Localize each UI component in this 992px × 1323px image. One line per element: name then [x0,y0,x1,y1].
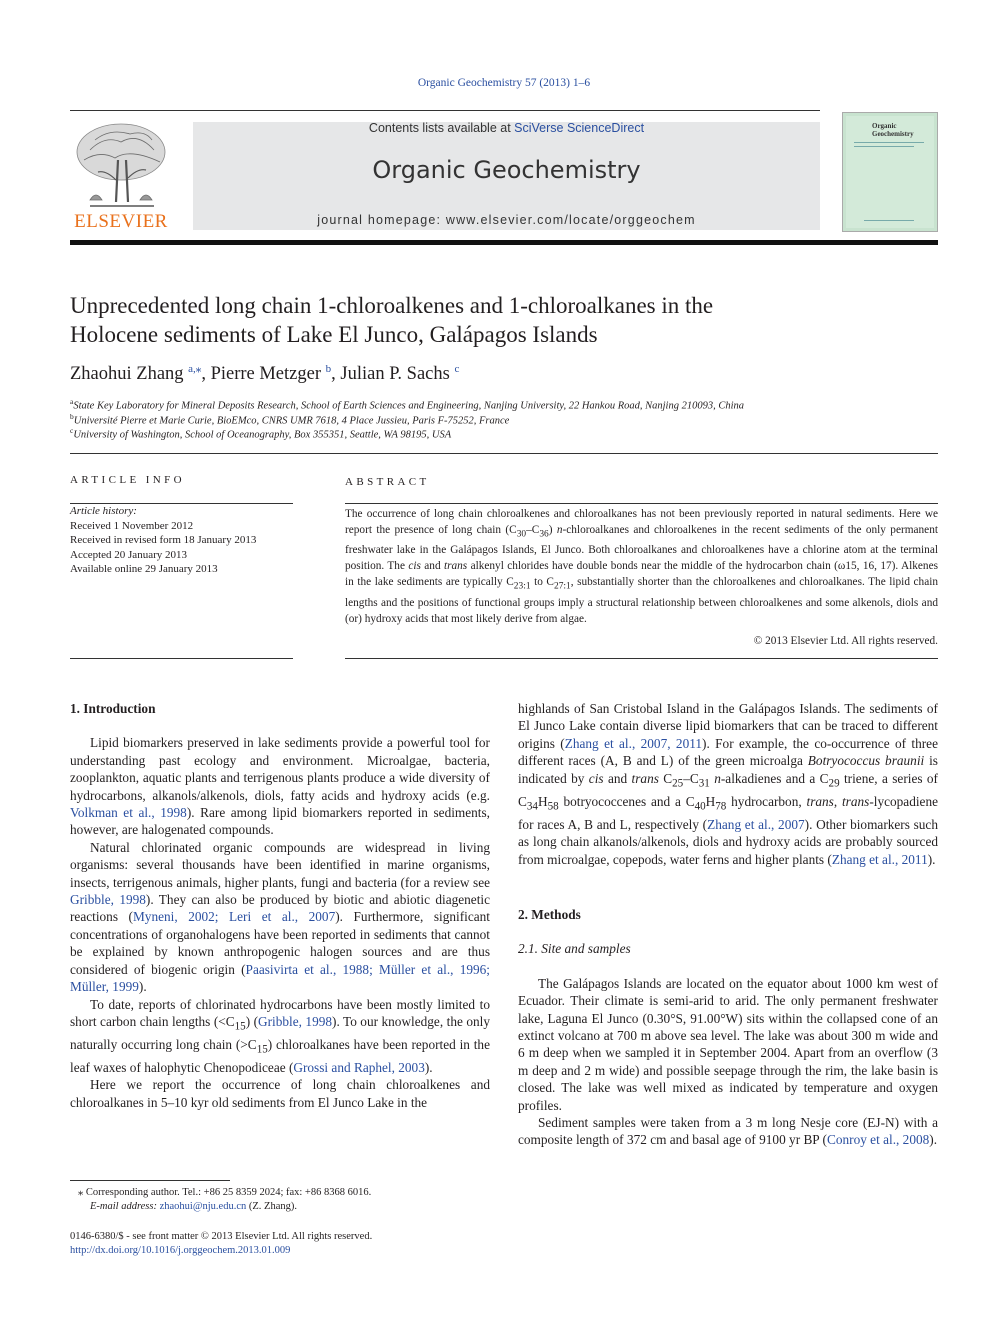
right-column [518,700,938,1149]
affil-text: State Key Laboratory for Mineral Deposits Research, School of Earth Sciences and Engineering, Nanjing University, 22 Hankou Road, Nanjing 210093, China [73,400,745,412]
affil-sup: b [70,412,74,421]
abstract-text: The occurrence of long chain chloroalkenes and chloroalkanes has not been previously reported in natural sediments. Here we report the presence of long chain $(C_{30}-C_{36})$ n-chloroalkanes and chloroalkenes in the recent sediments of the only permanent freshwater lake in the Galápagos Islands, El Junco. Both chloroalkanes and chloroalkenes have a chlorine atom at the terminal position. The cis and trans alkenyl chlorides have double bonds near the middle of the hydrocarbon chain (ω15, 16, 17). Alkenes in the lake sediments are typically $C_{23:1}$ to $C_{27:1}$, substantially shorter than the chloroalkenes and chloroalkanes. The lipid chain lengths and the positions of functional groups imply a structural relationship between chloroalkenes and some alkenols, diols and (or) hydroxy acids that most likely derive from algae. [345,508,938,625]
cover-title: Organic Geochemistry [872,122,914,138]
journal-cover-thumbnail[interactable] [842,112,938,232]
elsevier-wordmark: ELSEVIER [74,211,168,232]
info-rule-bottom [70,658,293,659]
affil-text: Université Pierre et Marie Curie, BioEMco, CNRS UMR 7618, 4 Place Jussieu, Paris F-75252, France [73,415,510,427]
cover-line [854,146,914,147]
doi-link[interactable]: http://dx.doi.org/10.1016/j.orggeochem.2013.01.009 [70,1245,291,1256]
history-revised: Received in revised form 18 January 2013 [70,534,257,546]
corresponding-author: ⁎ Corresponding author. Tel.: +86 25 8359 2024; fax: +86 8368 6016. [78,1187,372,1198]
abstract-copyright: © 2013 Elsevier Ltd. All rights reserved. [753,635,938,647]
abstract-rule-bottom [345,658,938,659]
footnote-rule [70,1180,230,1181]
author-affil-sup[interactable]: c [454,363,460,375]
history-online: Available online 29 January 2013 [70,563,218,575]
affil-sup: c [70,426,74,435]
left-column [70,700,490,1111]
cover-line [864,220,914,221]
author-name[interactable]: Zhaohui Zhang [70,364,184,385]
author-list: Zhaohui Zhang $^{a,⁎}$, Pierre Metzger $^b$, Julian P. Sachs $^c$ [70,363,460,385]
email-link[interactable]: zhaohui@nju.edu.cn [159,1201,247,1212]
contents-prefix: Contents lists available at [368,121,515,135]
intro-heading: 1. Introduction [70,701,156,716]
intro-paragraph-4-cont: highlands of San Cristobal Island in the Galápagos Islands. The sediments of El Junco Lake contain diverse lipid biomarkers that can be traced to different origins (Zhang et al., 2007, 2011). For example, the co-occurrence of three different races (A, B and L) of the green microalga Botryococcus braunii is indicated by cis and trans $C_{25}-C_{31}$ n-alkadienes and a $C_{29}$ triene, a series of $C_{34}H_{58}$ botryococcenes and a $C_{40}H_{78}$ hydrocarbon, trans, trans-lycopadiene for races A, B and L, respectively (Zhang et al., 2007). Other biomarkers such as long chain alkanols/alkenols, diols and hydroxy acids are probably sourced from microalgae, copepods, water ferns and higher plants (Zhang et al., 2011). [518,701,938,867]
elsevier-tree-icon [70,120,172,212]
cover-inner [846,116,934,228]
title-line-2: Holocene sediments of Lake El Junco, Galápagos Islands [70,322,598,347]
journal-reference[interactable]: Organic Geochemistry 57 (2013) 1–6 [417,77,591,89]
author-affil-sup[interactable]: a,⁎ [188,363,202,375]
affiliation [70,424,930,443]
article-history [70,504,300,577]
intro-paragraph-1: Lipid biomarkers preserved in lake sediments provide a powerful tool for understanding past ecology and environment. Microalgae, bacteria, zooplankton, aquatic plants and terrigenous plants produce a wide diversity of hydrocarbons, alkanols/alkenols, diols, fatty acids and hydroxy acids (e.g. Volkman et al., 1998). Rare among lipid biomarkers reported in sediments, however, are halogenated compounds. [70,735,490,838]
intro-paragraph-4: Here we report the occurrence of long chain chloroalkenes and chloroalkanes in 5–10 kyr old sediments from El Junco Lake in the [70,1077,490,1110]
article-info-label: ARTICLE INFO [70,474,185,486]
email-footnote [70,1200,490,1214]
journal-title: Organic Geochemistry [372,156,641,184]
abstract-rule [345,503,938,504]
cover-line [854,142,924,143]
title-line-1: Unprecedented long chain 1-chloroalkenes and 1-chloroalkanes in the [70,293,714,318]
article-title [70,291,930,349]
site-subheading: 2.1. Site and samples [518,941,631,957]
separator-rule [70,453,938,454]
methods-heading: 2. Methods [518,906,581,922]
history-received: Received 1 November 2012 [70,519,194,532]
affil-sup: a [70,397,74,406]
issn-line: 0146-6380/$ - see front matter © 2013 Elsevier Ltd. All rights reserved. [70,1231,373,1242]
sciencedirect-link[interactable]: SciVerse ScienceDirect [514,121,645,135]
author-affil-sup[interactable]: b [325,363,332,375]
author-name[interactable]: Pierre Metzger [210,364,321,385]
history-label: Article history: [70,505,137,517]
email-label: E-mail address: [90,1201,157,1212]
history-accepted: Accepted 20 January 2013 [70,548,187,561]
header-thick-rule [70,240,938,245]
affil-text: University of Washington, School of Oceanography, Box 355351, Seattle, WA 98195, USA [73,429,452,441]
intro-paragraph-2: Natural chlorinated organic compounds are widespread in living organisms: several thousands have been identified in marine organisms, insects, terrigenous animals, higher plants, fungi and bacteria (for a review see Gribble, 1998). They can also be produced by biotic and abiotic diagenetic reactions (Myneni, 2002; Leri et al., 2007). Furthermore, significant concentrations of organohalogens have been reported in sediments that cannot be explained by known anthropogenic halogen sources and are thus considered of biogenic origin (Paasivirta et al., 1988; Müller et al., 1996; Müller, 1999). [70,839,490,995]
header-rule [70,110,820,111]
abstract-label: ABSTRACT [345,476,430,488]
intro-paragraph-3: To date, reports of chlorinated hydrocarbons have been mostly limited to short carbon chain lengths $(<C_{15})$ (Gribble, 1998). To our knowledge, the only naturally occurring long chain $(>C_{15})$ chloroalkanes have been reported in the leaf waxes of halophytic Chenopodiceae (Grossi and Raphel, 2003). [70,996,490,1076]
methods-paragraph-2: Sediment samples were taken from a 3 m long Nesje core (EJ-N) with a composite length of 372 cm and basal age of 9100 yr BP (Conroy et al., 2008). [518,1115,938,1148]
methods-paragraph-1: The Galápagos Islands are located on the equator about 1000 km west of Ecuador. Their climate is semi-arid to arid. The only permanent freshwater lake, Laguna El Junco (0.30°S, 91.00°W) sits within the collapsed cone of an extinct volcano at 700 m above sea level. The lake was about 300 m wide and 6 m deep when we sampled it in September 2004. Apart from an overflow (3 m deep and 2 m wide) and possible seepage through the rim, the lake basin is closed. The lake was well mixed as indicated by temperature and oxygen profiles. [518,975,938,1113]
email-suffix: (Z. Zhang). [248,1201,297,1212]
contents-line [193,121,820,135]
author-name[interactable]: Julian P. Sachs [340,364,450,385]
journal-homepage[interactable]: journal homepage: www.elsevier.com/locate/orggeochem [317,213,696,227]
